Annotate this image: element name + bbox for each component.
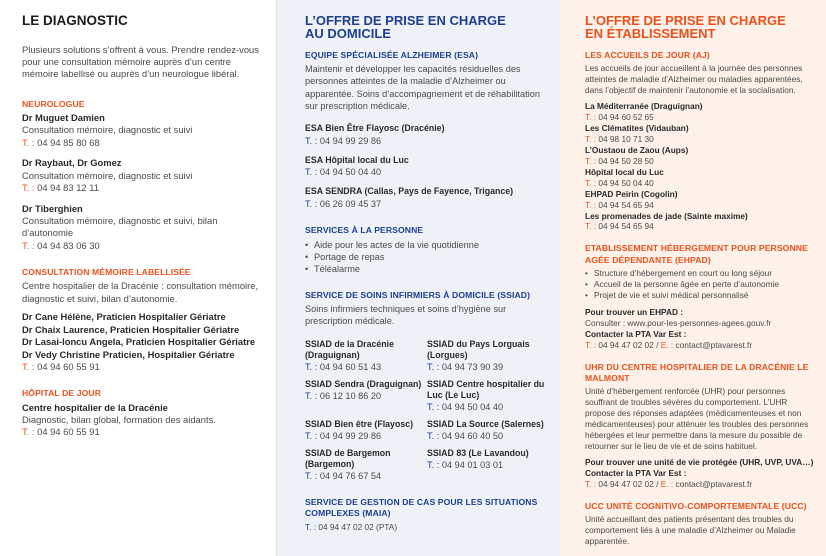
ssiad-phone bbox=[305, 470, 423, 482]
diagnostic-intro: Plusieurs solutions s’offrent à vous. Prendre rendez-vous pour une consultation mémoire auprès d’un centre mémoire labellisé ou auprès d’un neurologue libéral. bbox=[22, 43, 259, 80]
ssiad-entry bbox=[305, 419, 423, 442]
tel-label: T. : bbox=[305, 199, 318, 210]
ssiad-entry bbox=[427, 419, 545, 442]
tel-label: T. : bbox=[427, 430, 440, 441]
list-item: • Structure d’hébergement en court ou long séjour bbox=[585, 268, 816, 279]
tel-number: 04 94 54 65 94 bbox=[598, 221, 654, 232]
tel-number: 04 94 99 29 86 bbox=[319, 430, 382, 441]
esa-phone bbox=[305, 198, 551, 210]
uhr-title: UHR DU CENTRE HOSPITALIER DE LA DRACÉNIE LE MALMONT bbox=[585, 361, 809, 383]
ssiad-name: SSIAD 83 (Le Lavandou) bbox=[427, 447, 529, 458]
doctor-name: Dr Tiberghien bbox=[22, 202, 83, 214]
ehpad-phone-email: T. : 04 94 47 02 02 / E. : contact@ptavarest.fr bbox=[585, 339, 753, 350]
consultation-title: CONSULTATION MÉMOIRE LABELLISÉE bbox=[22, 267, 191, 278]
ehpad-contact: Contacter la PTA Var Est : bbox=[585, 328, 687, 339]
tel-number: 04 94 50 28 50 bbox=[598, 155, 654, 166]
aj-name: EHPAD Peirin (Cogolin) bbox=[585, 188, 678, 199]
tel-label: T. : bbox=[427, 401, 440, 412]
tel-number: 04 94 60 55 91 bbox=[37, 426, 100, 438]
doctor-phone bbox=[22, 240, 262, 252]
tel-number: 04 94 83 12 11 bbox=[37, 182, 99, 194]
list-item: • Projet de vie et suivi médical personnalisé bbox=[585, 290, 816, 301]
aj-entry bbox=[585, 101, 816, 123]
ssiad-phone bbox=[427, 459, 545, 471]
tel-number: 04 94 50 04 40 bbox=[441, 401, 504, 412]
tel-number: 04 94 60 52 65 bbox=[598, 112, 654, 123]
consultation-doctor: Dr Chaix Laurence, Praticien Hospitalier Gériatre bbox=[22, 323, 240, 335]
tel-label: T. : bbox=[22, 136, 35, 148]
consultation-doctor: Dr Cane Hélène, Praticien Hospitalier Gériatre bbox=[22, 311, 226, 323]
ssiad-name: SSIAD de la Dracénie (Draguignan) bbox=[305, 338, 394, 360]
tel-number: 04 94 73 90 39 bbox=[441, 361, 504, 372]
tel-label: T. : bbox=[22, 239, 35, 251]
ssiad-entry bbox=[427, 339, 545, 373]
esa-entry bbox=[305, 123, 551, 147]
tel-label: T. : bbox=[585, 155, 597, 166]
esa-name: ESA Bien Être Flayosc (Dracénie) bbox=[305, 122, 445, 133]
tel-number: 06 12 10 86 20 bbox=[319, 390, 382, 401]
hopital-name: Centre hospitalier de la Dracénie bbox=[22, 401, 168, 413]
tel-label: T. : bbox=[585, 112, 597, 123]
esa-desc: Maintenir et développer les capacités résiduelles des personnes atteintes de la maladie d’Alzheimer ou apparentée. Soins d’accompagnement et de réhabilitation sur prescription médicale. bbox=[305, 64, 540, 111]
tel-number: 04 94 50 04 40 bbox=[319, 167, 382, 178]
esa-name: ESA Hôpital local du Luc bbox=[305, 154, 409, 165]
email-label: E. : bbox=[660, 478, 674, 489]
uhr-find: Pour trouver une unité de vie protégée (UHR, UVP, UVA…) bbox=[585, 456, 814, 467]
esa-title: EQUIPE SPÉCIALISÉE ALZHEIMER (ESA) bbox=[305, 50, 479, 60]
tel-number: 04 94 76 67 54 bbox=[319, 470, 382, 481]
tel-label: T. : bbox=[585, 221, 597, 232]
esa-entry bbox=[305, 186, 551, 210]
aj-phone bbox=[585, 112, 816, 123]
hopital-phone bbox=[22, 426, 262, 438]
doctor-phone bbox=[22, 182, 262, 194]
tel-label: T. : bbox=[305, 167, 318, 178]
hopital-de-jour-title: HÔPITAL DE JOUR bbox=[22, 388, 102, 399]
accueils-jour-desc: Les accueils de jour accueillent à la journée des personnes atteintes de maladie d’Alzheimer ou maladies apparentées, dans l’objectif de maintenir l’autonomie et la socialisation. bbox=[585, 63, 803, 96]
ssiad-entry bbox=[305, 379, 423, 413]
tel-number: 04 98 10 71 30 bbox=[598, 133, 654, 144]
aj-entry bbox=[585, 123, 816, 145]
services-personne-title: SERVICES À LA PERSONNE bbox=[305, 225, 424, 236]
list-item: • Téléalarme bbox=[305, 263, 551, 275]
aj-entry bbox=[585, 145, 816, 167]
doctor-desc: Consultation mémoire, diagnostic et suivi bbox=[22, 169, 193, 181]
aj-entry bbox=[585, 211, 816, 233]
uhr-phone-email: T. : 04 94 47 02 02 / E. : contact@ptavarest.fr bbox=[585, 478, 753, 489]
tel-number: 04 94 47 02 02 (PTA) bbox=[318, 521, 398, 532]
aj-name: Les Clématites (Vidauban) bbox=[585, 123, 689, 134]
etablissement-heading-line1: L’OFFRE DE PRISE EN CHARGE bbox=[585, 13, 786, 28]
doctor-desc: Consultation mémoire, diagnostic et suivi, bilan d’autonomie bbox=[22, 214, 218, 239]
ssiad-phone bbox=[427, 401, 545, 413]
ssiad-phone bbox=[305, 430, 423, 442]
doctor-name: Dr Raybaut, Dr Gomez bbox=[22, 157, 122, 169]
esa-entry bbox=[305, 155, 551, 179]
tel-label: T. : bbox=[22, 360, 35, 372]
tel-number: 04 94 83 06 30 bbox=[37, 239, 100, 251]
list-item: • Accueil de la personne âgée en perte d’autonomie bbox=[585, 279, 816, 290]
tel-label: T. : bbox=[305, 470, 318, 481]
list-item: • Portage de repas bbox=[305, 251, 551, 263]
etablissement-heading bbox=[585, 14, 816, 40]
doctor-desc: Consultation mémoire, diagnostic et suivi bbox=[22, 124, 193, 136]
doctor-entry bbox=[22, 157, 262, 194]
tel-number: 04 94 47 02 02 bbox=[598, 478, 654, 489]
aj-name: Hôpital local du Luc bbox=[585, 166, 664, 177]
ssiad-entry bbox=[427, 379, 545, 413]
ssiad-phone bbox=[427, 361, 545, 373]
maia-phone bbox=[305, 522, 551, 533]
ssiad-name: SSIAD Centre hospitalier du Luc (Le Luc) bbox=[427, 378, 545, 400]
tel-label: T. : bbox=[427, 459, 440, 470]
email-label: E. : bbox=[660, 339, 674, 350]
tel-label: T. : bbox=[585, 199, 597, 210]
tel-label: T. : bbox=[585, 177, 597, 188]
aj-phone bbox=[585, 200, 816, 211]
email-address[interactable]: contact@ptavarest.fr bbox=[675, 478, 753, 489]
tel-number: 04 94 54 65 94 bbox=[598, 199, 654, 210]
tel-number: 04 94 60 55 91 bbox=[37, 360, 100, 372]
consultation-desc: Centre hospitalier de la Dracénie : consultation mémoire, diagnostic et suivi, bilan d’autonomie. bbox=[22, 280, 259, 304]
ehpad-list bbox=[585, 268, 816, 301]
esa-name: ESA SENDRA (Callas, Pays de Fayence, Trigance) bbox=[305, 186, 514, 197]
ssiad-phone bbox=[427, 430, 545, 442]
tel-label: T. : bbox=[305, 521, 317, 532]
aj-name: Les promenades de jade (Sainte maxime) bbox=[585, 210, 748, 221]
esa-phone bbox=[305, 166, 551, 178]
ssiad-entry bbox=[427, 448, 545, 482]
tel-label: T. : bbox=[585, 339, 597, 350]
ucc-desc: Unité accueillant des patients présentant des troubles du comportement liés à une maladie d’Alzheimer ou Maladie apparentée. bbox=[585, 514, 796, 546]
maia-title: SERVICE DE GESTION DE CAS POUR LES SITUATIONS COMPLEXES (MAIA) bbox=[305, 497, 538, 519]
ssiad-name: SSIAD Sendra (Draguignan) bbox=[305, 378, 422, 389]
aj-phone bbox=[585, 156, 816, 167]
column-etablissement bbox=[561, 0, 826, 556]
aj-phone bbox=[585, 178, 816, 189]
uhr-contact: Contacter la PTA Var Est : bbox=[585, 467, 687, 478]
tel-label: T. : bbox=[305, 361, 318, 372]
ehpad-find: Pour trouver un EHPAD : bbox=[585, 306, 684, 317]
tel-label: T. : bbox=[305, 430, 318, 441]
consultation-doctor: Dr Vedy Christine Praticien, Hospitalier Gériatre bbox=[22, 348, 235, 360]
column-domicile bbox=[276, 0, 561, 556]
doctor-phone bbox=[22, 137, 262, 149]
tel-label: T. : bbox=[585, 478, 597, 489]
uhr-desc: Unité d’hébergement renforcée (UHR) pour personnes souffrant de troubles sévères du comportement. L’UHR propose des réponses adaptées (médicamenteuses et non médicamenteuses) pour atténuer les troubles des personnes hébergées et leur permettre dans la mesure du possible de retourner sur le lieu de vie et de soins habituel. bbox=[585, 386, 809, 452]
ehpad-title: ETABLISSEMENT HÉBERGEMENT POUR PERSONNE AGÉE DÉPENDANTE (EHPAD) bbox=[585, 243, 808, 265]
tel-number: 04 94 60 51 43 bbox=[319, 361, 382, 372]
tel-number: 06 26 09 45 37 bbox=[319, 199, 382, 210]
services-personne-list bbox=[305, 239, 551, 275]
column-diagnostic bbox=[0, 0, 276, 556]
ehpad-consult-link[interactable]: Consulter : www.pour-les-personnes-agees.gouv.fr bbox=[585, 317, 772, 328]
diagnostic-heading: LE DIAGNOSTIC bbox=[22, 13, 128, 28]
tel-label: T. : bbox=[427, 361, 440, 372]
doctor-name: Dr Muguet Damien bbox=[22, 112, 105, 124]
tel-number: 04 94 01 03 01 bbox=[441, 459, 504, 470]
accueils-jour-title: LES ACCUEILS DE JOUR (AJ) bbox=[585, 50, 710, 60]
hopital-desc: Diagnostic, bilan global, formation des aidants. bbox=[22, 414, 216, 426]
ucc-title: UCC UNITÉ COGNITIVO-COMPORTEMENTALE (UCC) bbox=[585, 500, 807, 511]
neurologue-title: NEUROLOGUE bbox=[22, 98, 85, 109]
aj-entry bbox=[585, 189, 816, 211]
list-item: • Aide pour les actes de la vie quotidienne bbox=[305, 239, 551, 251]
tel-number: 04 94 85 80 68 bbox=[37, 136, 100, 148]
ssiad-grid bbox=[305, 339, 551, 482]
email-address[interactable]: contact@ptavarest.fr bbox=[675, 339, 753, 350]
tel-label: T. : bbox=[305, 135, 318, 146]
ssiad-name: SSIAD Bien être (Flayosc) bbox=[305, 418, 414, 429]
tel-label: T. : bbox=[305, 390, 318, 401]
tel-label: T. : bbox=[22, 182, 35, 194]
aj-phone bbox=[585, 134, 816, 145]
domicile-heading-line1: L’OFFRE DE PRISE EN CHARGE bbox=[305, 13, 506, 28]
ssiad-title: SERVICE DE SOINS INFIRMIERS À DOMICILE (SSIAD) bbox=[305, 289, 531, 300]
tel-number: 04 94 99 29 86 bbox=[319, 135, 382, 146]
doctor-entry bbox=[22, 112, 262, 149]
doctor-entry bbox=[22, 203, 262, 253]
tel-label: T. : bbox=[22, 426, 35, 438]
etablissement-heading-line2: EN ÉTABLISSEMENT bbox=[585, 26, 716, 41]
aj-name: L’Oustaou de Zaou (Aups) bbox=[585, 144, 689, 155]
aj-phone bbox=[585, 221, 816, 232]
consultation-doctor: Dr Lasai-Ioncu Angela, Praticien Hospitalier Gériatre bbox=[22, 336, 256, 348]
tel-number: 04 94 50 04 40 bbox=[598, 177, 654, 188]
ssiad-phone bbox=[305, 361, 423, 373]
domicile-heading bbox=[305, 14, 551, 40]
esa-phone bbox=[305, 135, 551, 147]
tel-number: 04 94 60 40 50 bbox=[441, 430, 504, 441]
ssiad-phone bbox=[305, 390, 423, 402]
ssiad-name: SSIAD du Pays Lorguais (Lorgues) bbox=[427, 338, 530, 360]
ssiad-name: SSIAD de Bargemon (Bargemon) bbox=[305, 447, 391, 469]
tel-label: T. : bbox=[585, 133, 597, 144]
ssiad-desc: Soins infirmiers techniques et soins d’hygiène sur prescription médicale. bbox=[305, 304, 507, 327]
ssiad-entry bbox=[305, 339, 423, 373]
consultation-phone bbox=[22, 361, 262, 373]
aj-name: La Méditerranée (Draguignan) bbox=[585, 101, 703, 112]
aj-entry bbox=[585, 167, 816, 189]
ssiad-name: SSIAD La Source (Salernes) bbox=[427, 418, 544, 429]
ssiad-entry bbox=[305, 448, 423, 482]
domicile-heading-line2: AU DOMICILE bbox=[305, 26, 391, 41]
tel-number: 04 94 47 02 02 bbox=[598, 339, 654, 350]
